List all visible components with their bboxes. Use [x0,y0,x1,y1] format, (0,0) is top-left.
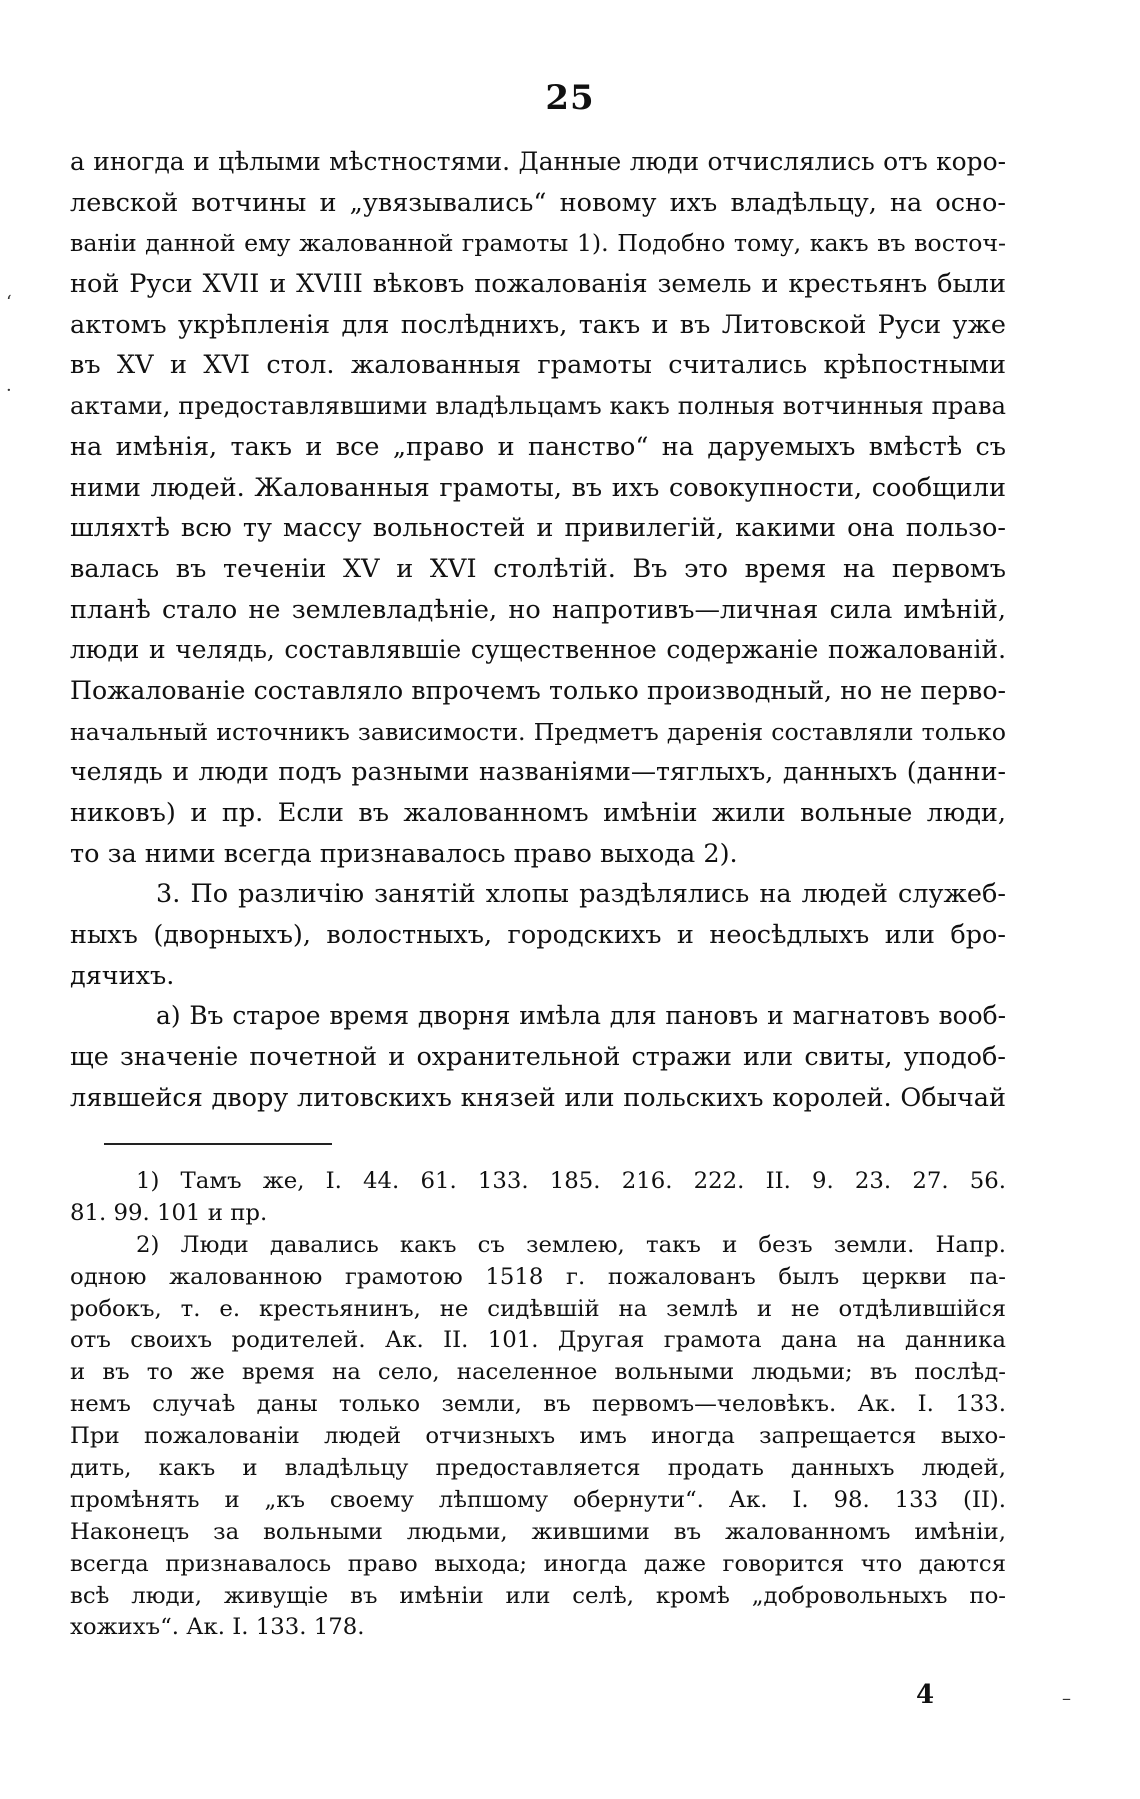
text-line: челядь и люди подъ разными названіями—тяглыхъ, данныхъ (данни- [70,757,1006,787]
text-line: 3. По различію занятій хлопы раздѣлялись на людей служеб- [156,879,1006,910]
footnote-line: дить, какъ и владѣльцу предоставляется продать данныхъ людей, [70,1455,1006,1482]
text-line: левской вотчины и „увязывались“ новому ихъ владѣльцу, на осно- [70,187,1006,218]
footnote-line: 1) Тамъ же, I. 44. 61. 133. 185. 216. 222. II. 9. 23. 27. 56. [136,1168,1006,1194]
text-line: на имѣнія, такъ и все „право и панство“ на даруемыхъ вмѣстѣ съ [70,431,1006,462]
footnote-line: отъ своихъ родителей. Ак. II. 101. Другая грамота дана на данника [70,1327,1006,1354]
footnote-line: 81. 99. 101 и пр. [70,1199,268,1226]
page-number: 25 [545,78,595,118]
footnote-line: одною жалованною грамотою 1518 г. пожалованъ былъ церкви па- [70,1263,1006,1290]
text-line: ними людей. Жалованныя грамоты, въ ихъ совокупности, сообщили [70,472,1006,503]
margin-mark: – [1062,1688,1071,1709]
text-line: а) Въ старое время дворня имѣла для пановъ и магнатовъ вооб- [156,1001,1006,1031]
footnote-line: При пожалованіи людей отчизныхъ имъ иногда запрещается выхо- [70,1423,1006,1450]
margin-mark: · [6,380,12,401]
footnote-line: немъ случаѣ даны только земли, въ первомъ—человѣкъ. Ак. I. 133. [70,1391,1006,1418]
footnote-line: всегда признавалось право выхода; иногда даже говорится что даются [70,1550,1006,1577]
footnote-separator [104,1143,332,1145]
footnote-line: и въ то же время на село, населенное вольными людьми; въ послѣд- [70,1359,1006,1386]
text-line: актами, предоставлявшими владѣльцамъ какъ полныя вотчинныя права [70,391,1006,421]
margin-mark: ʻ [6,292,12,313]
text-line: валась въ теченіи XV и XVI столѣтій. Въ это время на первомъ [70,553,1006,584]
text-line: люди и челядь, составлявшіе существенное содержаніе пожалованій. [70,635,1006,665]
text-line: ваніи данной ему жалованной грамоты 1). Подобно тому, какъ въ восточ- [70,229,1006,258]
text-line: Пожалованіе составляло впрочемъ только производный, но не перво- [70,675,1006,705]
text-line: лявшейся двору литовскихъ князей или польскихъ королей. Обычай [70,1082,1006,1113]
text-line: ще значеніе почетной и охранительной стражи или свиты, уподоб- [70,1042,1006,1073]
text-line: начальный источникъ зависимости. Предметъ даренія составляли только [70,717,1006,746]
text-line: планѣ стало не землевладѣніе, но напротивъ—личная сила имѣній, [70,594,1006,625]
text-line: то за ними всегда признавалось право выхода 2). [70,838,738,869]
footnote-line: хожихъ“. Ак. I. 133. 178. [70,1614,365,1641]
text-line: актомъ укрѣпленія для послѣднихъ, такъ и въ Литовской Руси уже [70,309,1006,340]
text-line: шляхтѣ всю ту массу вольностей и привилегій, какими она пользо- [70,513,1006,544]
text-line: никовъ) и пр. Если въ жалованномъ имѣніи жили вольные люди, [70,798,1006,828]
footnotes [70,1166,1006,1644]
sheet-signature: 4 [916,1680,935,1710]
footnote-line: Наконецъ за вольными людьми, жившими въ жалованномъ имѣніи, [70,1518,1006,1545]
footnote-line: промѣнять и „къ своему лѣпшому обернути“. Ак. I. 98. 133 (II). [70,1486,1006,1513]
footnote-line: всѣ люди, живущіе въ имѣніи или селѣ, кромѣ „добровольныхъ по- [70,1582,1006,1609]
text-line: въ XV и XVI стол. жалованныя грамоты считались крѣпостными [70,350,1006,381]
main-text [70,142,1006,1119]
footnote-line: 2) Люди давались какъ съ землею, такъ и безъ земли. Напр. [136,1231,1006,1258]
text-line: а иногда и цѣлыми мѣстностями. Данные люди отчислялись отъ коро- [70,147,1006,176]
footnote-line: робокъ, т. е. крестьянинъ, не сидѣвшій на землѣ и не отдѣлившійся [70,1295,1006,1322]
text-line: ныхъ (дворныхъ), волостныхъ, городскихъ и неосѣдлыхъ или бро- [70,920,1006,951]
text-line: ной Руси XVII и XVIII вѣковъ пожалованія земель и крестьянъ были [70,269,1006,300]
text-line: дячихъ. [70,960,175,991]
